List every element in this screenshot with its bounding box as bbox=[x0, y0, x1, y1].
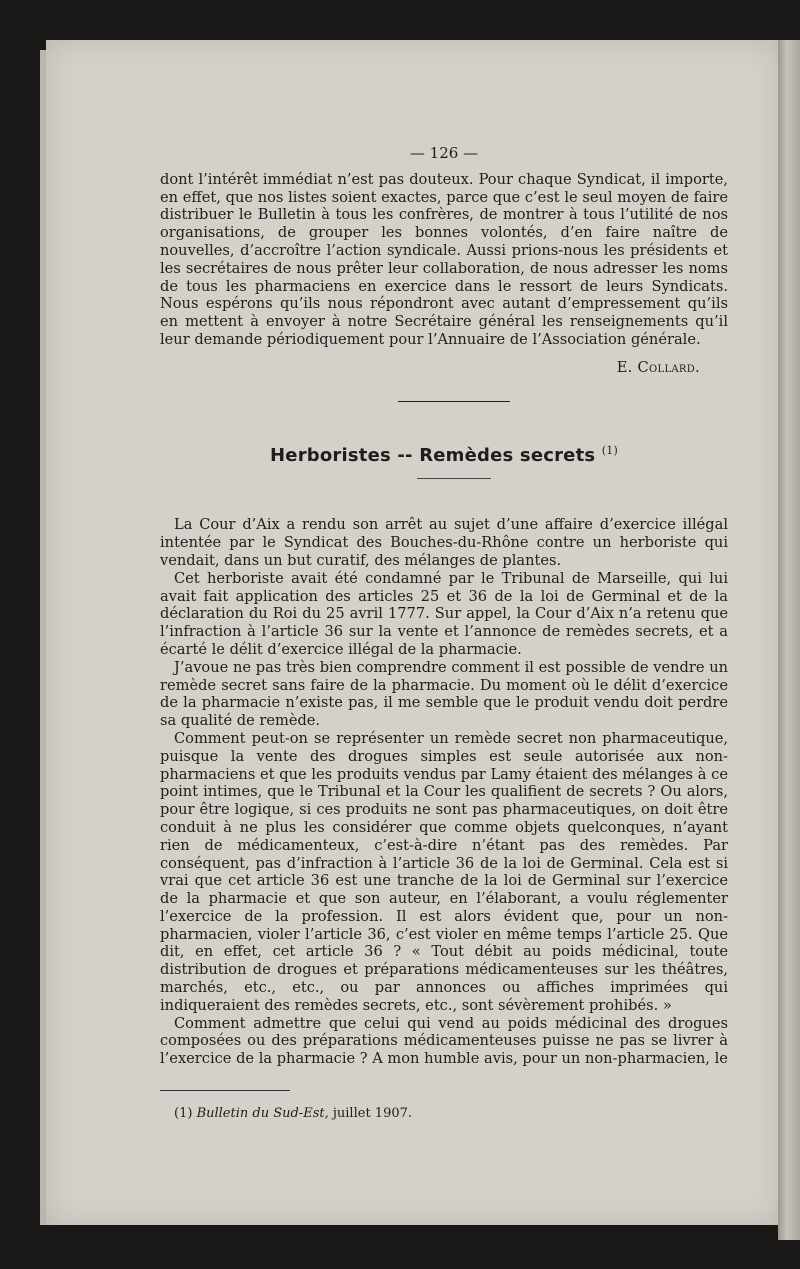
article-paragraph: Comment peut-on se représenter un remède secret non pharmaceutique, puisque la vente des drogues simples est seule autorisée aux non-pharmaciens et que les produits vendus par Lamy étaient des mélanges à ce point intimes, que le Tribunal et la Cour les qualifient de secrets ? Ou alors, pour être logique, si ces produits ne sont pas pharmaceutiques, on doit être conduit à ne plus les considérer que comme objets quelconques, n’ayant rien de médicamenteux, c’est-à-dire n’étant pas des remèdes. Par conséquent, pas d’infraction à l’article 36 de la loi de Germinal. Cela est si vrai que cet article 36 est une tranche de la loi de Germinal sur l’exercice de la pharmacie et que son auteur, en l’élaborant, a voulu réglementer l’exercice de la profession. Il est alors évident que, pour un non-pharmacien, violer l’article 36, c’est violer en même temps l’article 25. Que dit, en effet, cet article 36 ? « Tout débit au poids médicinal, toute distribution de drogues et préparations médicamenteuses sur les théâtres, marchés, etc., etc., ou par annonces ou affiches imprimées qui indiqueraient des remèdes secrets, etc., sont sévèrement prohibés. » bbox=[160, 729, 728, 1014]
section-divider bbox=[398, 401, 510, 402]
article-paragraph: Comment admettre que celui qui vend au poids médicinal des drogues composées ou des préparations médicamenteuses puisse ne pas se livrer à l’exercice de la pharmacie ? A mon humble avis, pour un non-pharmacien, le bbox=[160, 1014, 728, 1068]
author-signature: E. Collard. bbox=[616, 358, 700, 376]
article-paragraph: Cet herboriste avait été condamné par le Tribunal de Marseille, qui lui avait fait application des articles 25 et 36 de la loi de Germinal et de la déclaration du Roi du 25 avril 1777. Sur appel, la Cour d’Aix n’a retenu que l’infraction à l’article 36 sur la vente et l’annonce de remèdes secrets, et a écarté le délit d’exercice illégal de la pharmacie. bbox=[160, 569, 728, 658]
footnote-source: Bulletin du Sud-Est, bbox=[196, 1106, 329, 1122]
footnote-marker: (1) bbox=[174, 1106, 193, 1122]
article-title: Herboristes -- Remèdes secrets bbox=[270, 444, 596, 466]
article-heading bbox=[160, 442, 728, 465]
heading-underline bbox=[417, 478, 491, 479]
footnote bbox=[160, 1105, 728, 1123]
article-paragraph: La Cour d’Aix a rendu son arrêt au sujet d’une affaire d’exercice illégal intentée par le Syndicat des Bouches-du-Rhône contre un herboriste qui vendait, dans un but curatif, des mélanges de plantes. bbox=[160, 516, 728, 569]
page-number: — 126 — bbox=[409, 144, 479, 162]
footnote-date: juillet 1907. bbox=[332, 1106, 413, 1122]
footnote-rule bbox=[160, 1090, 290, 1091]
book-spine-edge bbox=[778, 40, 800, 1240]
article-body bbox=[160, 516, 728, 1068]
article-paragraph: J’avoue ne pas très bien comprendre comment il est possible de vendre un remède secret sans faire de la pharmacie. Du moment où le délit d’exercice de la pharmacie n’existe pas, il me semble que le produit vendu doit perdre sa qualité de remède. bbox=[160, 658, 728, 730]
footnote-reference: (1) bbox=[601, 443, 618, 457]
page-content bbox=[160, 145, 728, 1123]
intro-paragraph: dont l’intérêt immédiat n’est pas douteux. Pour chaque Syndicat, il importe, en effet, que nos listes soient exactes, parce que c’est le seul moyen de faire distribuer le Bulletin à tous les confrères, de montrer à tous l’utilité de nos organisations, de grouper les bonnes volontés, d’en faire naître de nouvelles, d’accroître l’action syndicale. Aussi prions-nous les présidents et les secrétaires de nous prêter leur collaboration, de nous adresser les noms de tous les pharmaciens en exercice dans le ressort de leurs Syndicats. Nous espérons qu’ils nous répondront avec autant d’empressement qu’ils en mettent à envoyer à notre Secrétaire général les renseignements qu’il leur demande périodiquement pour l’Annuaire de l’Association générale. bbox=[160, 170, 728, 348]
